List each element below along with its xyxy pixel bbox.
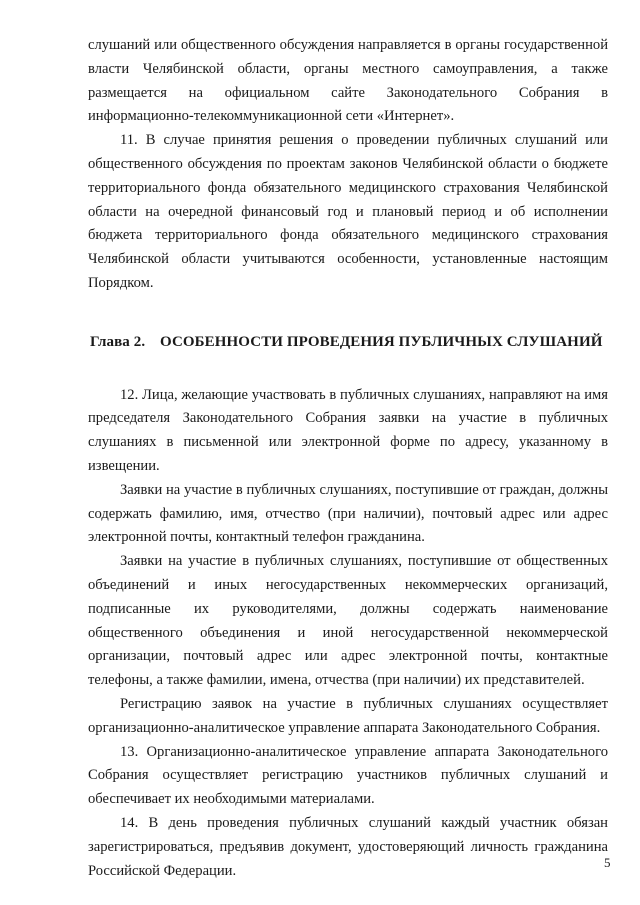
paragraph-12-citizens: Заявки на участие в публичных слушаниях, поступившие от граждан, должны содержать фамилию, имя, отчество (при наличии), почтовый адрес или адрес электронной почты, контактный телефон гражданина. [88,481,608,546]
paragraph-12: 12. Лица, желающие участвовать в публичных слушаниях, направляют на имя председателя Законодательного Собрания заявки на участие в публичных слушаниях в письменной или электронной форме по адресу, указанному в извещении. [88,386,608,474]
paragraph-10-continuation: слушаний или общественного обсуждения направляется в органы государственной власти Челябинской области, органы местного самоуправления, а также размещается на официальном сайте Законодательного Собрания в информационно-телекоммуникационной сети «Интернет». [88,37,608,125]
document-page [88,34,608,883]
paragraph-13: 13. Организационно-аналитическое управление аппарата Законодательного Собрания осуществляет регистрацию участников публичных слушаний и обеспечивает их необходимыми материалами. [88,743,608,808]
page-number: 5 [604,855,611,870]
chapter-title: ОСОБЕННОСТИ ПРОВЕДЕНИЯ ПУБЛИЧНЫХ СЛУШАНИЙ [160,333,603,350]
paragraph-14: 14. В день проведения публичных слушаний каждый участник обязан зарегистрироваться, предъявив документ, удостоверяющий личность гражданина Российской Федерации. [88,814,608,879]
paragraph-12-registration: Регистрацию заявок на участие в публичных слушаниях осуществляет организационно-аналитическое управление аппарата Законодательного Собрания. [88,695,608,736]
paragraph-11: 11. В случае принятия решения о проведении публичных слушаний или общественного обсуждения по проектам законов Челябинской области о бюджете территориального фонда обязательного медицинского страхования Челябинской области на очередной финансовый год и плановый период и об исполнении бюджета территориального фонда обязательного медицинского страхования Челябинской области учитываются особенности, установленные настоящим Порядком. [88,132,608,291]
chapter-heading [88,331,608,355]
chapter-number: Глава 2. [90,333,146,350]
paragraph-12-organizations: Заявки на участие в публичных слушаниях, поступившие от общественных объединений и иных негосударственных некоммерческих организаций, подписанные их руководителями, должны содержать наименование общественного объединения и иной негосударственной некоммерческой организации, почтовый адрес или адрес электронной почты, контактные телефоны, а также фамилии, имена, отчества (при наличии) их представителей. [88,553,608,689]
